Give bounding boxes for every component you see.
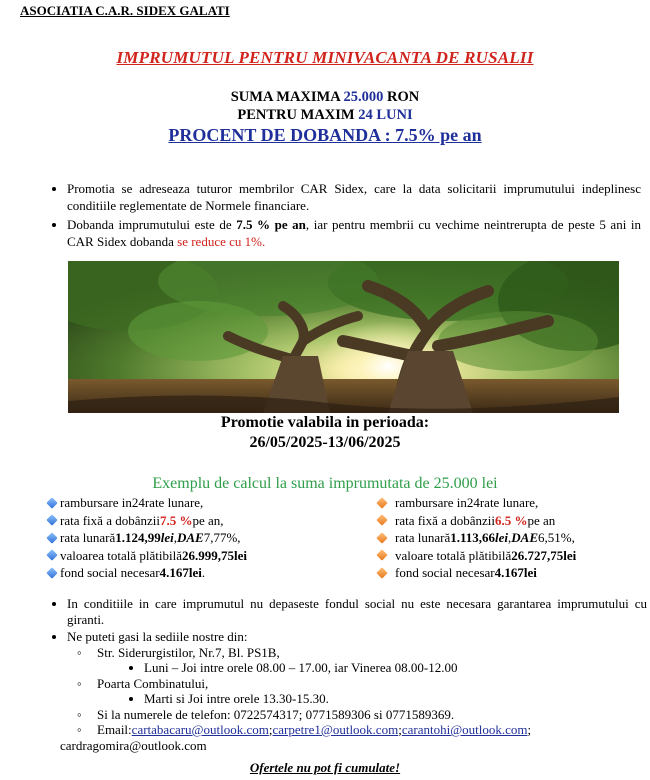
contact-list [40, 596, 647, 755]
address-item: ◦ Str. Siderurgistilor, Nr.7, Bl. PS1B, • Luni – Joi intre orele 08.00 – 17.00, iar Vinerea 08.00-12.00 [77, 645, 647, 676]
email-item: ◦ Email:cartabacaru@outlook.com;carpetre1@outlook.com;carantohi@outlook.com; cardragomira@outlook.com [77, 722, 647, 753]
schedule-item: • Luni – Joi intre orele 08.00 – 17.00, iar Vinerea 08.00-12.00 [144, 660, 647, 676]
eligibility-list [40, 180, 641, 252]
promo-label: Promotie valabila in perioada: [220, 414, 430, 431]
list-item: fond social necesar 4.167 lei [377, 564, 576, 582]
blue-diamond-icon [46, 567, 57, 578]
example-column-left [47, 494, 247, 582]
list-item: rata lunară 1.124,99 lei , DAE 7,77%, [47, 529, 247, 547]
blue-diamond-icon [46, 550, 57, 561]
blue-diamond-icon [46, 515, 57, 526]
org-name: ASOCIATIA C.A.R. SIDEX GALATI [20, 3, 230, 18]
list-item: • Promotia se adreseaza tuturor membrilor CAR Sidex, care la data solicitarii imprumutului indeplinesc conditiile reglementate de Normele financiare. [67, 180, 641, 214]
example-title: Exemplu de calcul la suma imprumutata de 25.000 lei [152, 475, 498, 492]
blue-diamond-icon [46, 497, 57, 508]
phone-item: ◦ Si la numerele de telefon: 0722574317; 0771589306 si 0771589369. [77, 707, 647, 723]
footer-note: Ofertele nu pot fi cumulate! [249, 760, 401, 775]
email-link[interactable]: cartabacaru@outlook.com [131, 722, 269, 737]
list-item: rata fixă a dobânzii 7.5 % pe an, [47, 512, 247, 530]
email-link[interactable]: carpetre1@outlook.com [272, 722, 399, 737]
orange-diamond-icon [376, 497, 387, 508]
orange-diamond-icon [376, 550, 387, 561]
orange-diamond-icon [376, 515, 387, 526]
list-item: rambursare in 24 rate lunare, [47, 494, 247, 512]
list-item: valoare totală plătibilă 26.727,75 lei [377, 547, 576, 565]
orange-diamond-icon [376, 567, 387, 578]
list-item: rata fixă a dobânzii 6.5 % pe an [377, 512, 576, 530]
address-item: ◦ Poarta Combinatului, • Marti si Joi intre orele 13.30-15.30. [77, 676, 647, 707]
blue-diamond-icon [46, 532, 57, 543]
page-title: IMPRUMUTUL PENTRU MINIVACANTA DE RUSALII [116, 48, 534, 67]
tree-photo-icon [68, 261, 619, 413]
promo-period: 26/05/2025-13/06/2025 [249, 434, 401, 451]
list-item: • In conditiile in care imprumutul nu depaseste fondul social nu este necesara garantarea imprumutului cu giranti. [67, 596, 647, 627]
list-item: rambursare in 24 rate lunare, [377, 494, 576, 512]
interest-rate: PROCENT DE DOBANDA : 7.5% pe an [168, 125, 482, 145]
email-text: cardragomira@outlook.com [60, 737, 207, 753]
orange-diamond-icon [376, 532, 387, 543]
list-item: • Dobanda imprumutului este de 7.5 % pe an, iar pentru membrii cu vechime neintrerupta de peste 5 ani in CAR Sidex dobanda se reduce cu 1%. [67, 216, 641, 250]
schedule-item: • Marti si Joi intre orele 13.30-15.30. [144, 691, 647, 707]
email-link[interactable]: carantohi@outlook.com [401, 722, 528, 737]
list-item: fond social necesar 4.167 lei . [47, 564, 247, 582]
tree-photo [68, 261, 619, 413]
example-column-right [377, 494, 576, 582]
list-item: rata lunară 1.113,66 lei , DAE 6,51%, [377, 529, 576, 547]
max-period: PENTRU MAXIM 24 LUNI [237, 107, 413, 123]
max-amount: SUMA MAXIMA 25.000 RON [230, 89, 420, 105]
list-item: valoarea totală plătibilă 26.999,75 lei [47, 547, 247, 565]
list-item: • Ne puteti gasi la sediile nostre din: ◦ Str. Siderurgistilor, Nr.7, Bl. PS1B, • Luni – Joi intre orele 08.00 – 17.00, iar Vinerea 08.00-12.00 ◦ Poarta Combinatului, • Marti si Joi intre orele 13.30-15.30. ◦ Si la numerele de telefon: 0722574317; 0771589306 si 0771589369. ◦ Email:cartabacaru@outlook.com;carpetre1@outlook.com;carantohi@outlook.com; cardragomira@outlook.com [67, 629, 647, 753]
